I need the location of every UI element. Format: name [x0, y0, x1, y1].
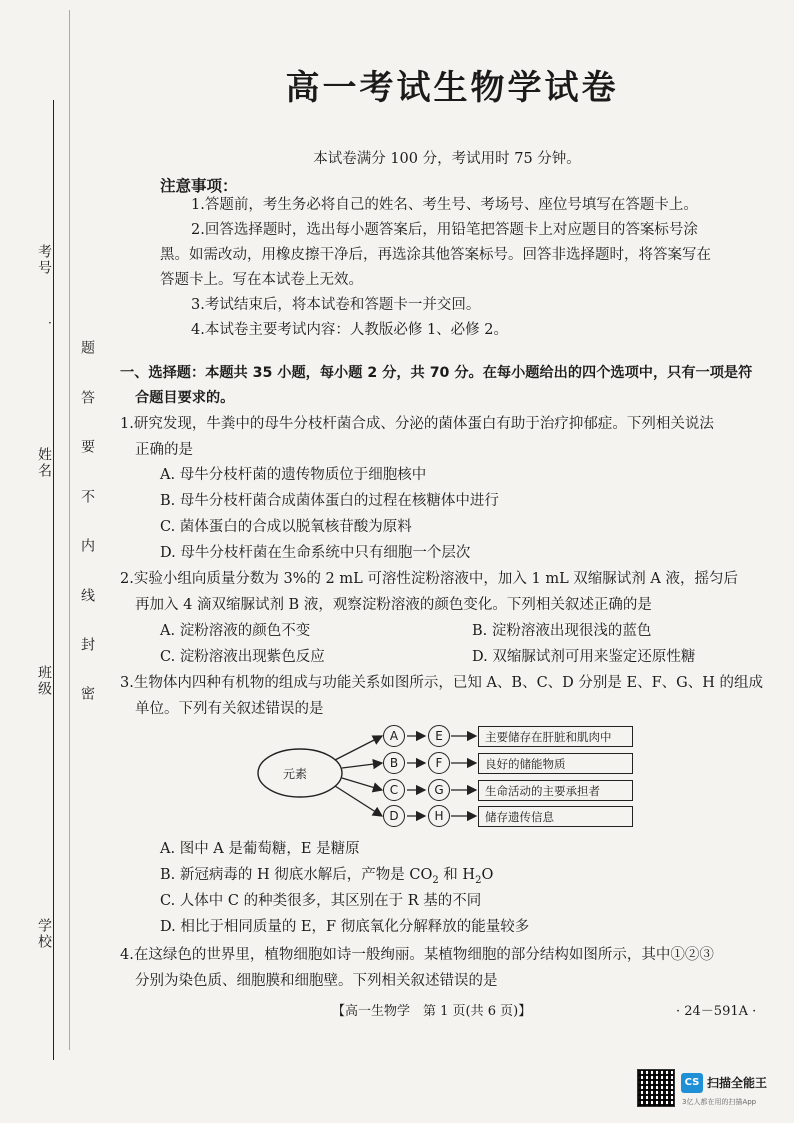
q1-option-d: D. 母牛分枝杆菌在生命系统中只有细胞一个层次 — [160, 545, 471, 561]
q2-option-a: A. 淀粉溶液的颜色不变 — [160, 623, 311, 639]
seal-char-6: 线 — [79, 588, 95, 604]
unit-a: A — [383, 725, 405, 747]
seal-char-8: 密 — [79, 686, 95, 702]
q1-stem: 1.研究发现，牛粪中的母牛分枝杆菌合成、分泌的菌体蛋白有助于治疗抑郁症。下列相关说法 — [120, 416, 714, 432]
q2-option-d: D. 双缩脲试剂可用来鉴定还原性糖 — [472, 649, 696, 665]
unit-c: C — [383, 779, 405, 801]
paper-code: · 24－591A · — [676, 1004, 757, 1019]
camscanner-logo: CS — [681, 1073, 703, 1093]
scanner-tagline: 3亿人都在用的扫描App — [682, 1098, 757, 1106]
q3-stem-cont: 单位。下列有关叙述错误的是 — [135, 701, 324, 717]
section-heading-cont: 合题目要求的。 — [135, 390, 235, 406]
polymer-g: G — [428, 779, 450, 801]
page-footer: 【高一生物学 第 1 页(共 6 页)】 — [332, 1004, 532, 1019]
seal-char-2: 答 — [79, 390, 95, 406]
name-label: 姓名 — [36, 447, 52, 479]
q1-stem-cont: 正确的是 — [135, 442, 193, 458]
q2-stem-cont: 再加入 4 滴双缩脲试剂 B 液，观察淀粉溶液的颜色变化。下列相关叙述正确的是 — [135, 597, 652, 613]
section-heading: 一、选择题：本题共 35 小题，每小题 2 分，共 70 分。在每小题给出的四个选项中，只有一项是符 — [120, 365, 753, 381]
q3-option-d: D. 相比于相同质量的 E，F 彻底氧化分解释放的能量较多 — [160, 919, 530, 935]
elements-label: 元素 — [283, 767, 308, 781]
unit-d: D — [383, 805, 405, 827]
polymer-h: H — [428, 805, 450, 827]
seal-char-5: 内 — [79, 538, 95, 554]
page-title: 高一考试生物学试卷 — [285, 68, 619, 108]
exam-number-label: 考号 — [36, 244, 52, 276]
notice-item-2-cont: 黑。如需改动，用橡皮擦干净后，再选涂其他答案标号。回答非选择题时，将答案写在 — [160, 247, 711, 263]
q2-stem: 2.实验小组向质量分数为 3%的 2 mL 可溶性淀粉溶液中，加入 1 mL 双缩脲试剂 A 液，摇匀后 — [120, 571, 738, 587]
notice-item-1: 1.答题前，考生务必将自己的姓名、考生号、考场号、座位号填写在答题卡上。 — [191, 197, 698, 213]
unit-b: B — [383, 752, 405, 774]
q3-option-c: C. 人体中 C 的种类很多，其区别在于 R 基的不同 — [160, 893, 482, 909]
q3-option-b: B. 新冠病毒的 H 彻底水解后，产物是 $CO_2$ 和 $H_2O$ — [160, 867, 494, 886]
q3-option-a: A. 图中 A 是葡萄糖，E 是糖原 — [160, 841, 360, 857]
seal-char-4: 不 — [79, 489, 95, 505]
school-label: 学校 — [36, 918, 52, 950]
q4-stem-cont: 分别为染色质、细胞膜和细胞壁。下列相关叙述错误的是 — [135, 973, 498, 989]
polymer-f: F — [428, 752, 450, 774]
polymer-e: E — [428, 725, 450, 747]
function-box-f: 良好的储能物质 — [478, 753, 633, 774]
binding-dot: · — [48, 316, 52, 330]
seal-char-7: 封 — [79, 637, 95, 653]
seal-char-3: 要 — [79, 439, 95, 455]
notice-heading: 注意事项： — [160, 177, 238, 195]
notice-item-4: 4.本试卷主要考试内容：人教版必修 1、必修 2。 — [191, 322, 509, 338]
function-box-g: 生命活动的主要承担者 — [478, 780, 633, 801]
qr-code-icon — [637, 1069, 675, 1107]
notice-item-3: 3.考试结束后，将本试卷和答题卡一并交回。 — [191, 297, 481, 313]
q4-stem: 4.在这绿色的世界里，植物细胞如诗一般绚丽。某植物细胞的部分结构如图所示，其中①②③ — [120, 947, 714, 963]
q1-option-a: A. 母牛分枝杆菌的遗传物质位于细胞核中 — [160, 467, 427, 483]
function-box-e: 主要储存在肝脏和肌肉中 — [478, 726, 633, 747]
q1-option-c: C. 菌体蛋白的合成以脱氧核苷酸为原料 — [160, 519, 412, 535]
notice-item-2: 2.回答选择题时，选出每小题答案后，用铅笔把答题卡上对应题目的答案标号涂 — [191, 222, 698, 238]
exam-info: 本试卷满分 100 分，考试用时 75 分钟。 — [313, 151, 581, 167]
seal-char-1: 题 — [79, 340, 95, 356]
class-label: 班级 — [36, 665, 52, 697]
q1-option-b: B. 母牛分枝杆菌合成菌体蛋白的过程在核糖体中进行 — [160, 493, 499, 509]
q2-option-c: C. 淀粉溶液出现紫色反应 — [160, 649, 325, 665]
q2-option-b: B. 淀粉溶液出现很浅的蓝色 — [472, 623, 652, 639]
scanner-name: 扫描全能王 — [707, 1076, 768, 1090]
function-box-h: 储存遗传信息 — [478, 806, 633, 827]
q3-stem: 3.生物体内四种有机物的组成与功能关系如图所示，已知 A、B、C、D 分别是 E、F、G、H 的组成 — [120, 675, 763, 691]
notice-item-2-end: 答题卡上。写在本试卷上无效。 — [160, 272, 363, 288]
